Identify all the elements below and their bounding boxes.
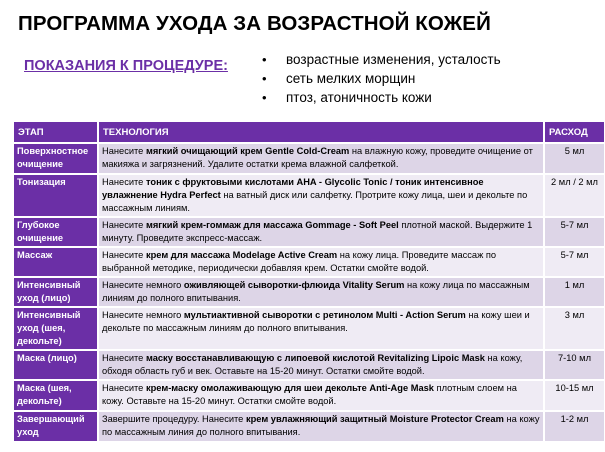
product-name: мягкий очищающий крем Gentle Cold-Cream bbox=[145, 146, 350, 156]
table-row bbox=[14, 350, 604, 380]
indication-item: • птоз, атоничность кожи bbox=[262, 88, 501, 107]
indication-item: • сеть мелких морщин bbox=[262, 69, 501, 88]
instruction-text: Нанесите немного bbox=[102, 310, 184, 320]
stage-cell: Массаж bbox=[14, 247, 98, 277]
amount-cell: 1-2 мл bbox=[544, 411, 604, 442]
indications-list bbox=[262, 50, 501, 107]
technology-cell bbox=[98, 307, 544, 350]
stage-cell: Глубокое очищение bbox=[14, 217, 98, 247]
table-row bbox=[14, 174, 604, 217]
amount-cell: 5 мл bbox=[544, 143, 604, 174]
product-name: крем увлажняющий защитный Moisture Protector Cream bbox=[245, 414, 504, 424]
technology-cell bbox=[98, 277, 544, 307]
amount-cell: 10-15 мл bbox=[544, 380, 604, 411]
table-row bbox=[14, 380, 604, 411]
table-header-row bbox=[14, 122, 604, 143]
table-row bbox=[14, 411, 604, 442]
header-stage: ЭТАП bbox=[14, 122, 98, 143]
stage-cell: Интенсивный уход (шея, декольте) bbox=[14, 307, 98, 350]
amount-cell: 3 мл bbox=[544, 307, 604, 350]
technology-cell bbox=[98, 350, 544, 380]
instruction-text: Нанесите немного bbox=[102, 280, 184, 290]
technology-cell bbox=[98, 380, 544, 411]
stage-cell: Маска (шея, декольте) bbox=[14, 380, 98, 411]
table-row bbox=[14, 217, 604, 247]
instruction-text: Нанесите bbox=[102, 353, 146, 363]
instruction-text: Нанесите bbox=[102, 250, 146, 260]
technology-cell bbox=[98, 411, 544, 442]
instruction-text: на кожу лица по массажным линиям до полного впитывания. bbox=[102, 280, 530, 303]
product-name: оживляющей сыворотки-флюида Vitality Serum bbox=[183, 280, 405, 290]
table-row bbox=[14, 143, 604, 174]
technology-cell bbox=[98, 247, 544, 277]
stage-cell: Интенсивный уход (лицо) bbox=[14, 277, 98, 307]
procedure-table bbox=[14, 122, 604, 443]
instruction-text: на ватный диск или салфетку. Протрите кожу лица, шеи и декольте по массажным линиям. bbox=[102, 190, 528, 213]
amount-cell: 5-7 мл bbox=[544, 217, 604, 247]
header-amount: РАСХОД bbox=[544, 122, 604, 143]
instruction-text: на кожу лица. Проведите массаж по выбранной методике, периодически добавляя крем. Остатки смойте водой. bbox=[102, 250, 497, 273]
amount-cell: 2 мл / 2 мл bbox=[544, 174, 604, 217]
instruction-text: Нанесите bbox=[102, 383, 146, 393]
table-row bbox=[14, 307, 604, 350]
amount-cell: 1 мл bbox=[544, 277, 604, 307]
product-name: мягкий крем-гоммаж для массажа Gommage - Soft Peel bbox=[145, 220, 399, 230]
instruction-text: Нанесите bbox=[102, 220, 146, 230]
instruction-text: Нанесите bbox=[102, 177, 146, 187]
instruction-text: на кожу по массажным линия до полного впитывания. bbox=[102, 414, 540, 437]
instruction-text: на кожу шеи и декольте по массажным линиям до полного впитывания. bbox=[102, 310, 530, 333]
instruction-text: на кожу, обходя область губ и век. Оставьте на 15-20 минут. Остатки смойте водой. bbox=[102, 353, 523, 376]
technology-cell bbox=[98, 174, 544, 217]
stage-cell: Маска (лицо) bbox=[14, 350, 98, 380]
technology-cell bbox=[98, 143, 544, 174]
instruction-text: на влажную кожу, проведите очищение от макияжа и загрязнений. Удалите остатки крема влажной салфеткой. bbox=[102, 146, 533, 169]
header-technology: ТЕХНОЛОГИЯ bbox=[98, 122, 544, 143]
product-name: крем-маску омолаживающую для шеи декольте Anti-Age Mask bbox=[145, 383, 434, 393]
instruction-text: плотным слоем на кожу. Оставьте на 15-20 минут. Остатки смойте водой. bbox=[102, 383, 517, 406]
indication-item: • возрастные изменения, усталость bbox=[262, 50, 501, 69]
table-row bbox=[14, 277, 604, 307]
amount-cell: 7-10 мл bbox=[544, 350, 604, 380]
instruction-text: плотной маской. Выдержите 1 минуту. Проведите экспресс-массаж. bbox=[102, 220, 533, 243]
stage-cell: Тонизация bbox=[14, 174, 98, 217]
product-name: тоник с фруктовыми кислотами AHA - Glycolic Tonic / тоник интенсивное увлажнение Hydra Perfect bbox=[102, 177, 484, 200]
product-name: маску восстанавливающую с липоевой кислотой Revitalizing Lipoic Mask bbox=[145, 353, 485, 363]
page-title: ПРОГРАММА УХОДА ЗА ВОЗРАСТНОЙ КОЖЕЙ bbox=[18, 12, 491, 35]
amount-cell: 5-7 мл bbox=[544, 247, 604, 277]
product-name: мультиактивной сыворотки с ретинолом Multi - Action Serum bbox=[183, 310, 466, 320]
instruction-text: Завершите процедуру. Нанесите bbox=[102, 414, 246, 424]
product-name: крем для массажа Modelage Active Cream bbox=[145, 250, 338, 260]
stage-cell: Поверхностное очищение bbox=[14, 143, 98, 174]
technology-cell bbox=[98, 217, 544, 247]
instruction-text: Нанесите bbox=[102, 146, 146, 156]
stage-cell: Завершающий уход bbox=[14, 411, 98, 442]
table-row bbox=[14, 247, 604, 277]
indications-label: ПОКАЗАНИЯ К ПРОЦЕДУРЕ: bbox=[24, 58, 228, 74]
